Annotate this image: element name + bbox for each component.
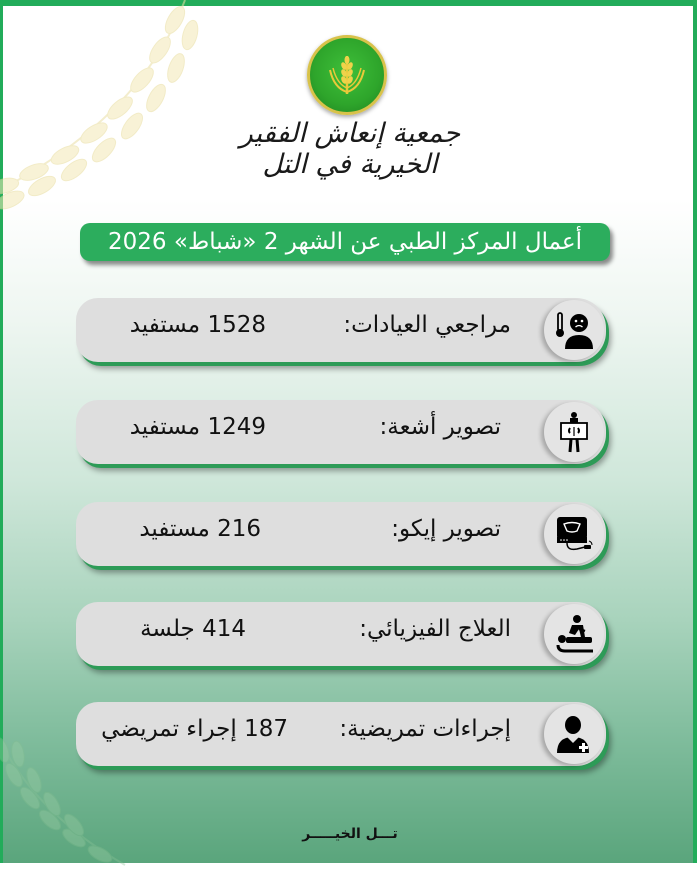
stat-value: 1249 مستفيد: [129, 414, 266, 440]
icon-circle: [544, 402, 604, 462]
stat-card-clinic-visits: [76, 298, 606, 362]
ultrasound-echo-icon: [553, 513, 595, 555]
stat-label: مراجعي العيادات:: [343, 312, 511, 338]
sick-patient-thermometer-icon: [553, 309, 595, 351]
stat-card-echo: [76, 502, 606, 566]
org-name: جمعية إنعاش الفقير الخيرية في التل: [239, 118, 461, 180]
stat-label: تصوير أشعة:: [379, 414, 501, 440]
stat-value: 414 جلسة: [140, 616, 246, 642]
org-logo: [307, 35, 387, 115]
stat-value: 1528 مستفيد: [129, 312, 266, 338]
stat-value: 216 مستفيد: [139, 516, 261, 542]
wheat-emblem-icon: [322, 50, 372, 100]
wheat-decoration-icon: [0, 0, 200, 210]
xray-icon: [553, 411, 595, 453]
icon-circle: [544, 604, 604, 664]
icon-circle: [544, 704, 604, 764]
physiotherapy-icon: [553, 613, 595, 655]
stat-label: العلاج الفيزيائي:: [359, 616, 511, 642]
report-title-banner: أعمال المركز الطبي عن الشهر 2 «شباط» 2026: [80, 223, 610, 261]
footer-tagline: تـــل الخيـــــر: [302, 826, 398, 842]
stat-card-nursing: [76, 702, 606, 766]
stat-label: إجراءات تمريضية:: [339, 716, 511, 742]
frame-right-border: [693, 0, 697, 863]
stat-card-xray: [76, 400, 606, 464]
stat-card-physiotherapy: [76, 602, 606, 666]
stat-value: 187 إجراء تمريضي: [101, 716, 288, 742]
icon-circle: [544, 504, 604, 564]
stat-label: تصوير إيكو:: [391, 516, 501, 542]
icon-circle: [544, 300, 604, 360]
nurse-plus-icon: [553, 713, 595, 755]
